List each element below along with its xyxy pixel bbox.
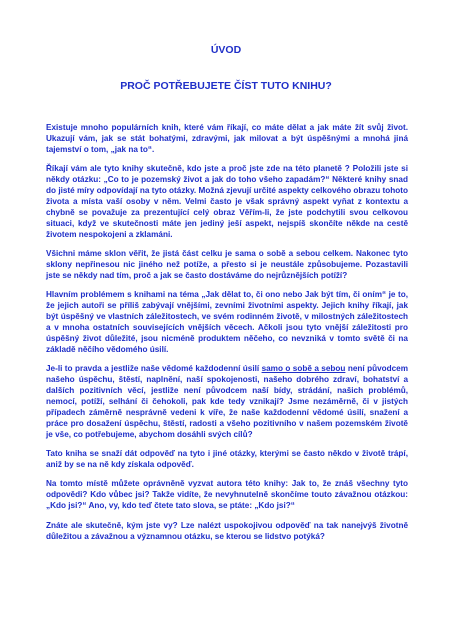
chapter-title: ÚVOD <box>210 44 242 56</box>
paragraph-6: Tato kniha se snaží dát odpověď na tyto i jiné otázky, kterými se často někdo v životě trápí, aniž by se na ně kdy získala odpověď. <box>46 449 408 469</box>
paragraph-8: Znáte ale skutečně, kým jste vy? Lze nalézt uspokojivou odpověď na tak nanejvýš životně důležitou a závažnou a významnou otázku, se kterou se lidstvo potýká? <box>46 520 408 541</box>
underlined-phrase: samo o sobě a sebou <box>261 364 346 374</box>
paragraph-5 <box>46 364 408 440</box>
paragraph-7: Na tomto místě můžete oprávněně vyzvat autora této knihy: Jak to, že znáš všechny tyto odpovědi? Kdo vůbec jsi? Takže vidíte, že nevyhnutelně skončíme touto závažnou otázkou: „Kdo jsi?“ Ano, vy, kdo teď čtete tato slova, se ptáte: „Kdo jsi?“ <box>46 479 408 511</box>
body-text <box>46 123 408 551</box>
paragraph-5-end: není původcem našeho úspěchu, štěstí, naplnění, naší spokojenosti, našeho dobrého zdraví, bohatství a dalších pozitivních věcí, jestliže není původcem naší bídy, strádání, našich problémů, nemocí, potíží, selhání či čehokoli, pak kde tedy vznikají? Jsme nezáměrně, či v jistých případech záměrně nesprávně vedeni k víře, že naše každodenní vědomé úsilí, snažení a práce pro dosažení úspěchu, štěstí, radosti a všeho pozitivního v našem pozemském životě je vše, co potřebujeme, abychom dosáhli svých cílů? <box>46 364 409 439</box>
paragraph-4: Hlavním problémem s knihami na téma „Jak dělat to, či ono nebo Jak být tím, či oním“ je to, že jejich autoři se příliš zabývají vnějšími, zevními životními aspekty. Jejich knihy říkají, jak být úspěšný ve vlastních záležitostech, ve svém rodinném životě, v milostných záležitostech a v mnoha ostatních souvisejících vnějších věcech. Ačkoli jsou tyto vnější záležitosti pro úspěšný život důležité, jsou nicméně produktem něčeho, co nevzniká v tomto světě či na základě něčího vědomého úsilí. <box>46 290 408 354</box>
paragraph-5-start: Je-li to pravda a jestliže naše vědomé každodenní úsilí <box>46 364 262 374</box>
chapter-subtitle: PROČ POTŘEBUJETE ČÍST TUTO KNIHU? <box>120 80 332 92</box>
paragraph-1: Existuje mnoho populárních knih, které vám říkají, co máte dělat a jak máte žít svůj život. Ukazují vám, jak se stát bohatými, zdravými, jak milovat a být úspěšnými a mnohá jiná tajemství o tom, „jak na to“. <box>46 123 408 154</box>
paragraph-3: Všichni máme sklon věřit, že jistá část celku je sama o sobě a sebou celkem. Nakonec tyto sklony nepřinesou nic jiného než potíže, a přesto si je neustále způsobujeme. Pozastavili jste se někdy nad tím, proč a jak se často dostáváme do nejrůznějších potíží? <box>46 249 408 280</box>
paragraph-2: Říkají vám ale tyto knihy skutečně, kdo jste a proč jste zde na této planetě ? Položili jste si někdy otázku: „Co to je pozemský život a jak do toho všeho zapadám?“ Některé knihy snad do jisté míry odpovídají na tyto otázky. Možná zjevují určité aspekty celkového obrazu tohoto života a místa vaší osoby v něm. Velmi často je však správný aspekt vyňat z kontextu a chybně se považuje za prezentující celý obraz Věřím-li, že jste podchytili svou celkovou situaci, když ve skutečnosti máte jen jediný ješí aspekt, nejspíš skončíte někde na cestě životem nespokojeni a zklamáni. <box>46 164 408 239</box>
